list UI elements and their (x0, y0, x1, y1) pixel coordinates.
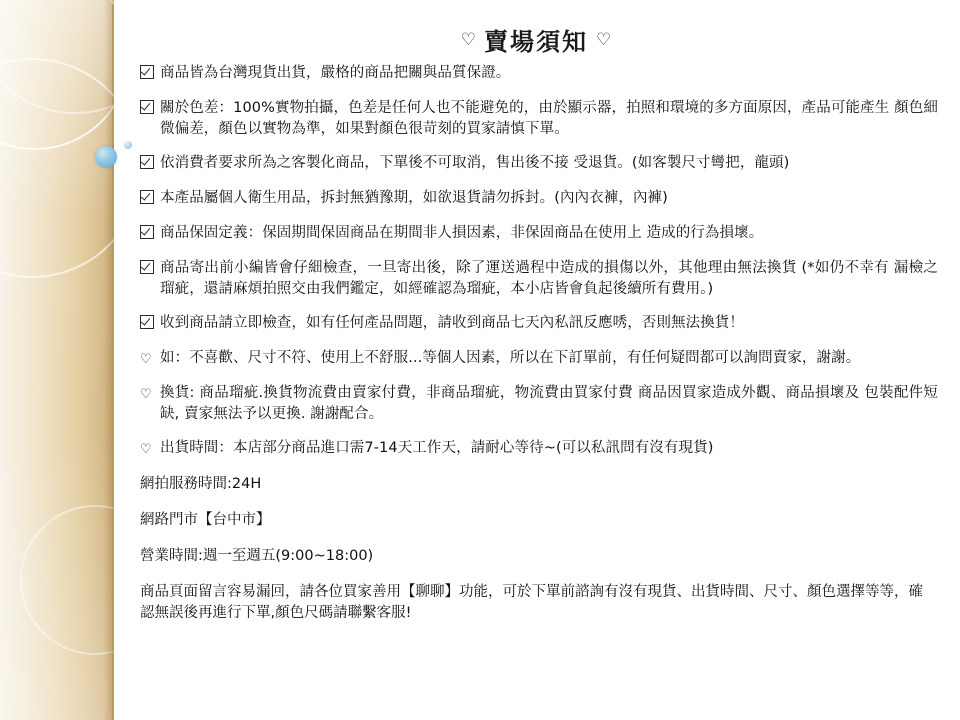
list-item (140, 383, 938, 425)
heart-bullet-icon: ♡ (140, 352, 152, 367)
checkbox-icon (140, 63, 160, 85)
list-item-text: 商品皆為台灣現貨出貨，嚴格的商品把關與品質保證。 (160, 65, 511, 81)
page-title-text: 賣場須知 (484, 28, 588, 56)
list-item (140, 188, 938, 210)
list-item-text: 關於色差：100%實物拍攝，色差是任何人也不能避免的，由於顯示器，拍照和環境的多方面原因，產品可能產生 顏色細微偏差，顏色以實物為準，如果對顏色很苛刻的買家請慎下單。 (160, 100, 938, 137)
list-item-text: 商品保固定義：保固期間保固商品在期間非人損因素，非保固商品在使用上 造成的行為損壞。 (160, 225, 764, 241)
list-item (140, 63, 938, 85)
list-item-text: 依消費者要求所為之客製化商品，下單後不可取消，售出後不接 受退貨。(如客製尺寸彎把，龍頭) (160, 155, 790, 171)
service-hours-line: 網拍服務時間:24H (140, 476, 262, 492)
checkbox-icon (140, 313, 160, 335)
list-item-text: 商品寄出前小編皆會仔細檢查，一旦寄出後，除了運送過程中造成的損傷以外，其他理由無法換貨 (*如仍不幸有 漏檢之瑠疵，還請麻煩拍照交由我們鑑定，如經確認為瑠疵，本小店皆會負起後續所有費用。) (160, 260, 938, 297)
list-item (140, 258, 938, 300)
contact-note-line: 商品頁面留言容易漏回，請各位買家善用【聊聊】功能，可於下單前諮詢有沒有現貨、出貨時間、尺寸、顏色選擇等等，確認無誤後再進行下單,顏色尺碼請聯繫客服! (140, 584, 923, 621)
notice-content (112, 0, 960, 720)
checkbox-icon (140, 188, 160, 210)
checkbox-icon (140, 153, 160, 175)
heart-bullet-icon: ♡ (140, 387, 152, 402)
decorative-left-band (0, 0, 114, 720)
list-item-text: 換貨: 商品瑠疵.換貨物流費由賣家付費，非商品瑠疵，物流費由買家付費 商品因買家造成外觀、商品損壞及 包裝配件短 缺, 賣家無法予以更換. 謝謝配合。 (160, 385, 938, 422)
list-item-text: 出貨時間：本店部分商品進口需7-14天工作天，請耐心等待~(可以私訊問有沒有現貨) (160, 440, 714, 456)
notice-list (112, 63, 960, 460)
heart-left-icon: ♡ (460, 29, 476, 50)
heart-right-icon: ♡ (596, 29, 612, 50)
list-item (140, 223, 938, 245)
store-location-line: 網路門市【台中市】 (140, 512, 271, 528)
list-item-text: 本產品屬個人衛生用品，拆封無猶豫期，如欲退貨請勿拆封。(內內衣褲，內褲) (160, 190, 668, 206)
business-hours-line: 營業時間:週一至週五(9:00~18:00) (140, 548, 374, 564)
heart-bullet-icon: ♡ (140, 442, 152, 457)
page-title (112, 22, 960, 57)
checkbox-icon (140, 98, 160, 120)
list-item (140, 153, 938, 175)
list-item-text: 收到商品請立即檢查，如有任何產品問題，請收到商品七天內私訊反應唀，否則無法換貨！ (160, 315, 744, 331)
list-item (140, 348, 938, 370)
checkbox-icon (140, 258, 160, 280)
list-item (140, 98, 938, 140)
list-item-text: 如：不喜歡、尺寸不符、使用上不舒服...等個人因素，所以在下訂單前，有任何疑問都可以詢問賣家，謝謝。 (160, 350, 861, 366)
list-item (140, 313, 938, 335)
checkbox-icon (140, 223, 160, 245)
list-item (140, 438, 938, 460)
